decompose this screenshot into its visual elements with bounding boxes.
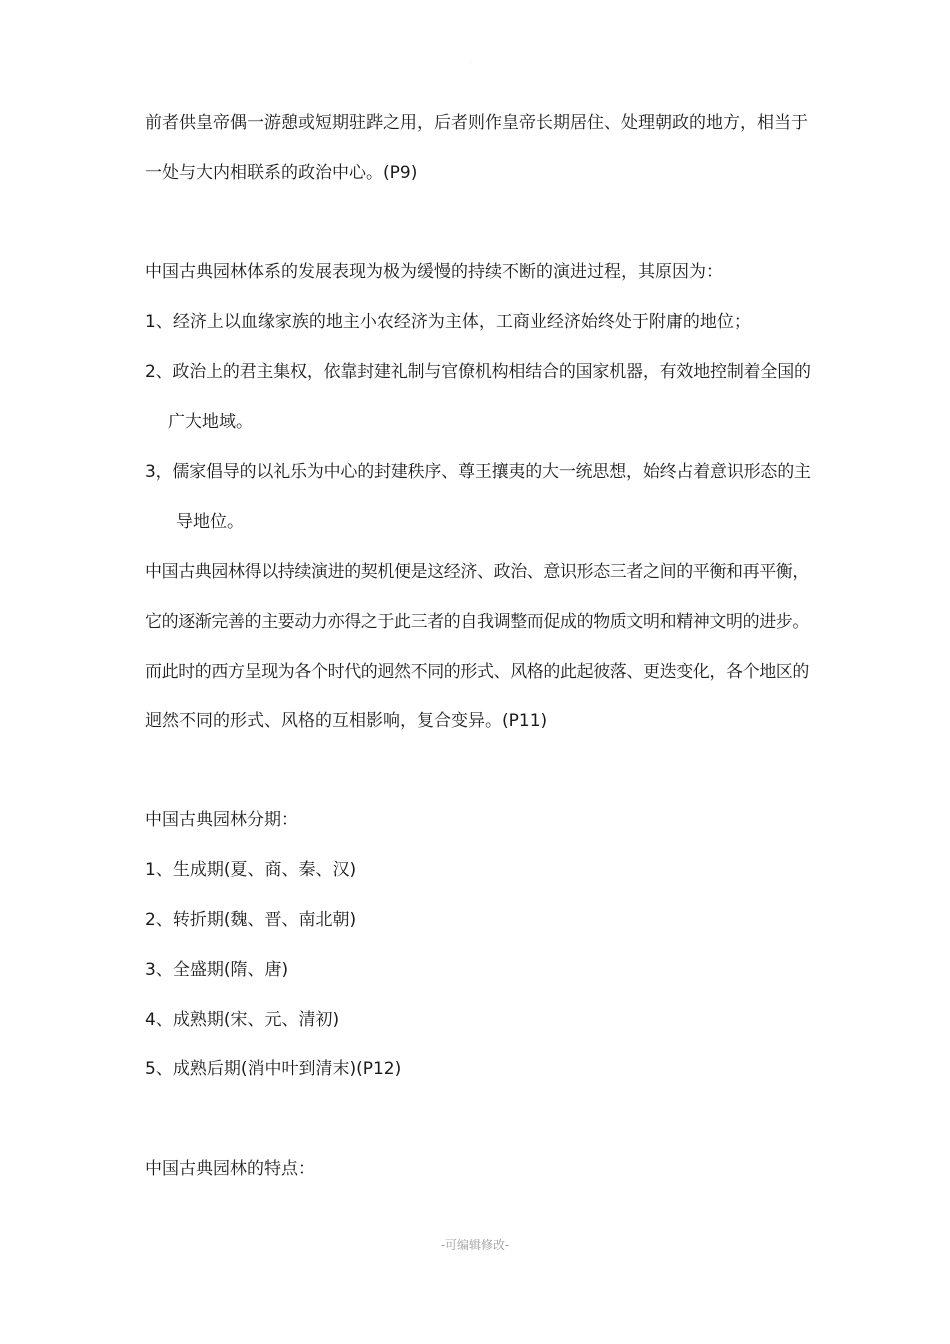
list-item-continuation: 导地位。 [176, 512, 244, 532]
text-line: 而此时的西方呈现为各个时代的迥然不同的形式、风格的此起彼落、更迭变化，各个地区的 [145, 662, 809, 682]
list-item: 2、政治上的君主集权，依靠封建礼制与官僚机构相结合的国家机器，有效地控制着全国的 [145, 362, 811, 382]
list-item-continuation: 广大地域。 [168, 412, 253, 432]
list-item: 5、成熟后期(消中叶到清末)(P12) [145, 1059, 402, 1079]
header-mark: . [469, 56, 472, 65]
list-item: 1、经济上以血缘家族的地主小农经济为主体，工商业经济始终处于附庸的地位； [145, 312, 751, 332]
list-item: 4、成熟期(宋、元、清初) [145, 1010, 340, 1030]
list-item: 2、转折期(魏、晋、南北朝) [145, 910, 357, 930]
section-intro: 中国古典园林体系的发展表现为极为缓慢的持续不断的演进过程，其原因为： [145, 262, 723, 282]
text-line: 一处与大内相联系的政治中心。(P9) [145, 163, 418, 183]
page-footer: -可编辑修改- [440, 1238, 510, 1252]
text-line: 中国古典园林得以持续演进的契机便是这经济、政治、意识形态三者之间的平衡和再平衡， [145, 562, 809, 582]
list-item: 1、生成期(夏、商、秦、汉) [145, 860, 357, 880]
text-line: 迥然不同的形式、风格的互相影响，复合变异。(P11) [145, 711, 548, 731]
text-line: 前者供皇帝偶一游憩或短期驻跸之用，后者则作皇帝长期居住、处理朝政的地方，相当于 [145, 113, 808, 133]
list-item: 3、全盛期(隋、唐) [145, 960, 289, 980]
section-intro: 中国古典园林的特点： [145, 1159, 315, 1179]
section-intro: 中国古典园林分期： [145, 810, 298, 830]
text-line: 它的逐渐完善的主要动力亦得之于此三者的自我调整而促成的物质文明和精神文明的进步。 [145, 612, 809, 632]
list-item: 3，儒家倡导的以礼乐为中心的封建秩序、尊王攘夷的大一统思想，始终占着意识形态的主 [145, 462, 811, 482]
